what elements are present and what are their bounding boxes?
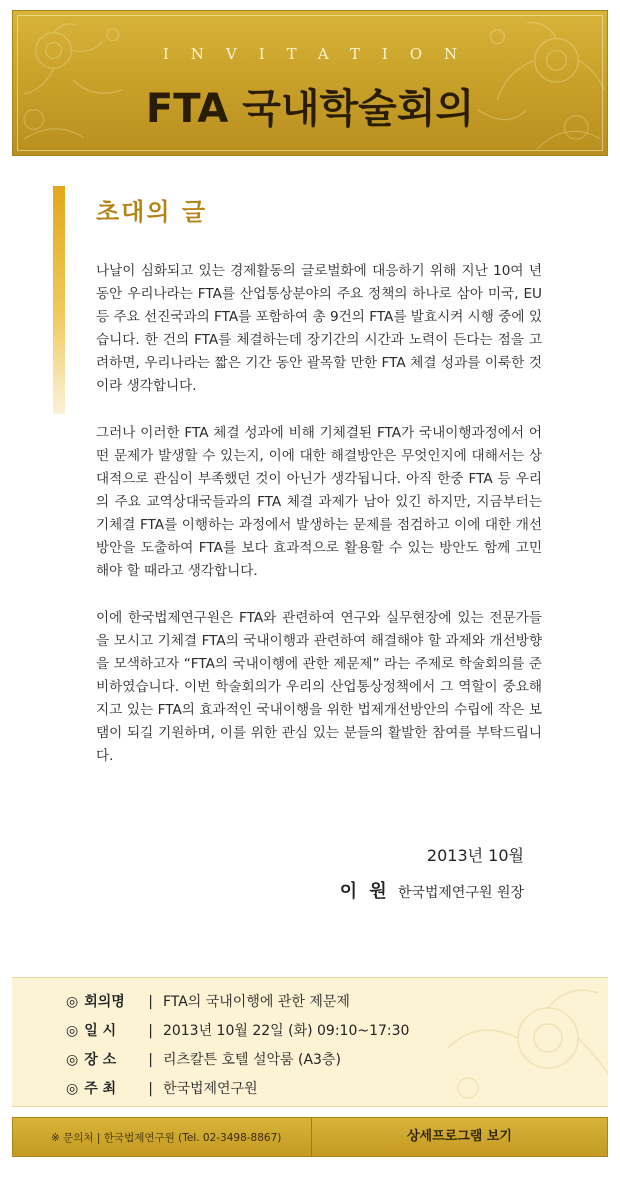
- section-heading: 초대의 글: [96, 198, 208, 226]
- view-program-button[interactable]: 상세프로그램 보기: [407, 1129, 512, 1144]
- info-key: 주 최: [84, 1081, 117, 1097]
- letter-paragraph: 이에 한국법제연구원은 FTA와 관련하여 연구와 실무현장에 있는 전문가들을 모시고 기체결 FTA의 국내이행과 관련하여 해결해야 할 과제와 개선방향을 모색하고자 “FTA의 국내이행에 관한 제문제” 라는 주제로 학술회의를 준비하였습니다. 이번 학술회의가 우리의 산업통상정책에서 그 역할이 중요해지고 있는 FTA의 효과적인 국내이행을 위한 법제개선방안의 수립에 작은 보탬이 되길 기원하며, 이를 위한 관심 있는 분들의 활발한 참여를 부탁드립니다.: [96, 610, 542, 764]
- invitation-banner: [12, 10, 608, 156]
- event-info-box: [12, 977, 608, 1107]
- heading-accent-bar: [53, 186, 65, 414]
- invitation-letter: [96, 260, 542, 792]
- footer-bar: [12, 1117, 608, 1157]
- info-key: 회의명: [84, 994, 125, 1010]
- bullet-mark: ◎: [66, 1081, 79, 1097]
- info-value: FTA의 국내이행에 관한 제문제: [162, 994, 350, 1010]
- info-separator: |: [148, 994, 153, 1010]
- info-value: 리츠칼튼 호텔 설악룸 (A3층): [162, 1052, 341, 1068]
- floral-watermark-icon: [368, 978, 608, 1106]
- info-row-venue: [66, 1049, 341, 1069]
- bullet-mark: ◎: [66, 1052, 79, 1068]
- info-row-host: [66, 1078, 258, 1098]
- letter-date: 2013년 10월: [426, 846, 524, 865]
- contact-info: ※ 문의처 | 한국법제연구원 (Tel. 02-3498-8867): [51, 1132, 282, 1144]
- info-key: 일 시: [84, 1023, 117, 1039]
- signer-name: 이 원: [339, 881, 390, 902]
- info-separator: |: [148, 1052, 153, 1068]
- info-row-title: [66, 991, 350, 1011]
- bullet-mark: ◎: [66, 1023, 79, 1039]
- info-row-datetime: [66, 1020, 409, 1040]
- info-separator: |: [148, 1081, 153, 1097]
- letter-paragraph: 나날이 심화되고 있는 경제활동의 글로벌화에 대응하기 위해 지난 10여 년 동안 우리나라는 FTA를 산업통상분야의 주요 정책의 하나로 삼아 미국, EU 등 주요 선진국과의 FTA를 포함하여 총 9건의 FTA를 발효시켜 시행 중에 있습니다. 한 건의 FTA를 체결하는데 장기간의 시간과 노력이 든다는 점을 고려하면, 우리나라는 짧은 기간 동안 괄목할 만한 FTA 체결 성과를 이룩한 것이라 생각합니다.: [96, 263, 542, 394]
- invitation-overline: INVITATION: [162, 45, 480, 63]
- letter-paragraph: 그러나 이러한 FTA 체결 성과에 비해 기체결된 FTA가 국내이행과정에서 어떤 문제가 발생할 수 있는지, 이에 대한 해결방안은 무엇인지에 대해서는 상대적으로 관심이 부족했던 것이 아닌가 생각됩니다. 아직 한중 FTA 등 우리의 주요 교역상대국들과의 FTA 체결 과제가 남아 있긴 하지만, 지금부터는 기체결 FTA를 이행하는 과정에서 발생하는 문제를 점검하고 이에 대한 개선방안을 도출하여 FTA를 보다 효과적으로 활용할 수 있는 방안도 함께 고민해야 할 때라고 생각합니다.: [96, 425, 542, 579]
- signature-block: [340, 877, 524, 903]
- bullet-mark: ◎: [66, 994, 79, 1010]
- page-title: FTA 국내학술회의: [145, 86, 475, 132]
- info-value: 한국법제연구원: [162, 1081, 258, 1097]
- info-key: 장 소: [84, 1052, 117, 1068]
- info-value: 2013년 10월 22일 (화) 09:10~17:30: [162, 1023, 410, 1039]
- info-separator: |: [148, 1023, 153, 1039]
- signer-title: 한국법제연구원 원장: [397, 885, 524, 901]
